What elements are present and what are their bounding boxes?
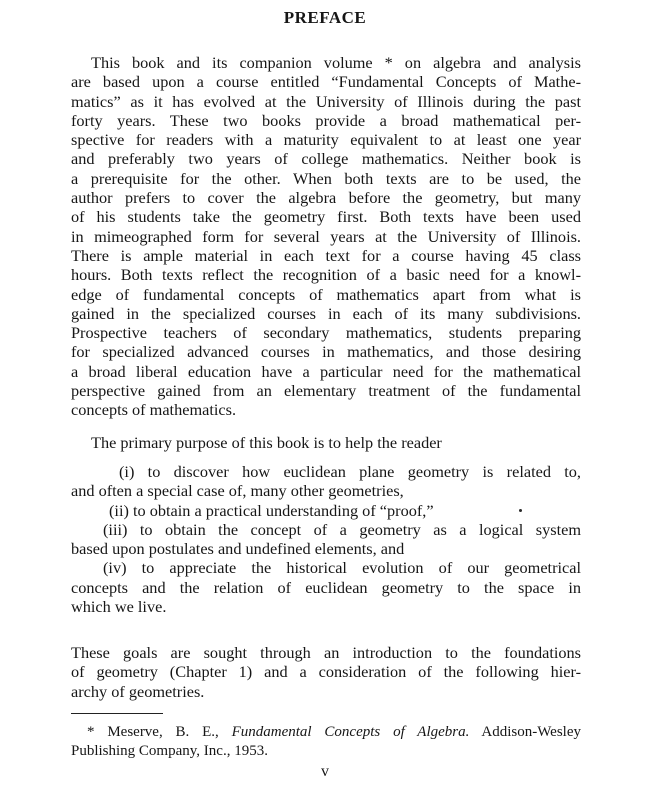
footnote-publisher: Addison-Wesley: [469, 724, 581, 740]
text-line: edge of fundamental concepts of mathematics apart from what is: [71, 284, 581, 304]
text-line: These goals are sought through an introduction to the foundations: [71, 643, 581, 662]
page-number: v: [321, 763, 329, 780]
text-line: perspective gained from an elementary treatment of the fundamental: [71, 381, 581, 401]
text-line: of his students take the geometry first. Both texts have been used: [71, 207, 581, 227]
text-line: forty years. These two books provide a broad mathematical per-: [71, 110, 581, 130]
goal-3-line: based upon postulates and undefined elements, and: [71, 539, 405, 559]
paragraph-purpose: [71, 433, 581, 452]
text-line: and preferably two years of college mathematics. Neither book is: [71, 149, 581, 169]
page-title: PREFACE: [283, 8, 367, 27]
paragraph-intro: [71, 53, 581, 420]
text-line: The primary purpose of this book is to help the reader: [91, 433, 442, 452]
text-line: hours. Both texts reflect the recognition of a basic need for a knowl-: [71, 265, 581, 285]
goal-2-line: (ii) to obtain a practical understanding of “proof,”: [109, 500, 434, 520]
goal-4-line: which we live.: [71, 597, 167, 617]
goal-4-line: concepts and the relation of euclidean geometry to the space in: [71, 577, 581, 597]
footnote-line: Publishing Company, Inc., 1953.: [71, 742, 268, 759]
text-line: This book and its companion volume * on algebra and analysis: [91, 53, 581, 72]
text-line: author prefers to cover the algebra before the geometry, but many: [71, 188, 581, 208]
footnote-line: [71, 723, 581, 742]
footnote-author: * Meserve, B. E.,: [87, 724, 232, 740]
print-speck: [519, 509, 522, 512]
footnote: [71, 723, 581, 760]
text-line: are based upon a course entitled “Fundamental Concepts of Mathe-: [71, 72, 581, 92]
text-line: spective for readers with a maturity equivalent to at least one year: [71, 130, 581, 150]
text-line: matics” as it has evolved at the University of Illinois during the past: [71, 91, 581, 111]
goal-3-line: (iii) to obtain the concept of a geometry as a logical system: [103, 519, 581, 539]
text-line: gained in the specialized courses in each of its many subdivisions.: [71, 303, 581, 323]
text-line: Prospective teachers of secondary mathematics, students preparing: [71, 323, 581, 343]
footnote-title: Fundamental Concepts of Algebra.: [231, 724, 470, 740]
paragraph-hierarchy: [71, 643, 581, 701]
goal-4-line: (iv) to appreciate the historical evolution of our geometrical: [103, 558, 581, 578]
text-line: of geometry (Chapter 1) and a consideration of the following hier-: [71, 662, 581, 682]
text-line: a broad liberal education have a particular need for the mathematical: [71, 361, 581, 381]
text-line: concepts of mathematics.: [71, 400, 237, 420]
text-line: There is ample material in each text for a course having 45 class: [71, 245, 581, 265]
text-line: archy of geometries.: [71, 681, 205, 701]
footnote-rule: [71, 713, 163, 714]
goal-1-line: and often a special case of, many other geometries,: [71, 481, 404, 501]
text-line: for specialized advanced courses in mathematics, and those desiring: [71, 342, 581, 362]
goal-1-line: (i) to discover how euclidean plane geometry is related to,: [119, 462, 581, 481]
goals-list: [71, 462, 581, 616]
text-line: in mimeographed form for several years at the University of Illinois.: [71, 226, 581, 246]
text-line: a prerequisite for the other. When both texts are to be used, the: [71, 168, 581, 188]
